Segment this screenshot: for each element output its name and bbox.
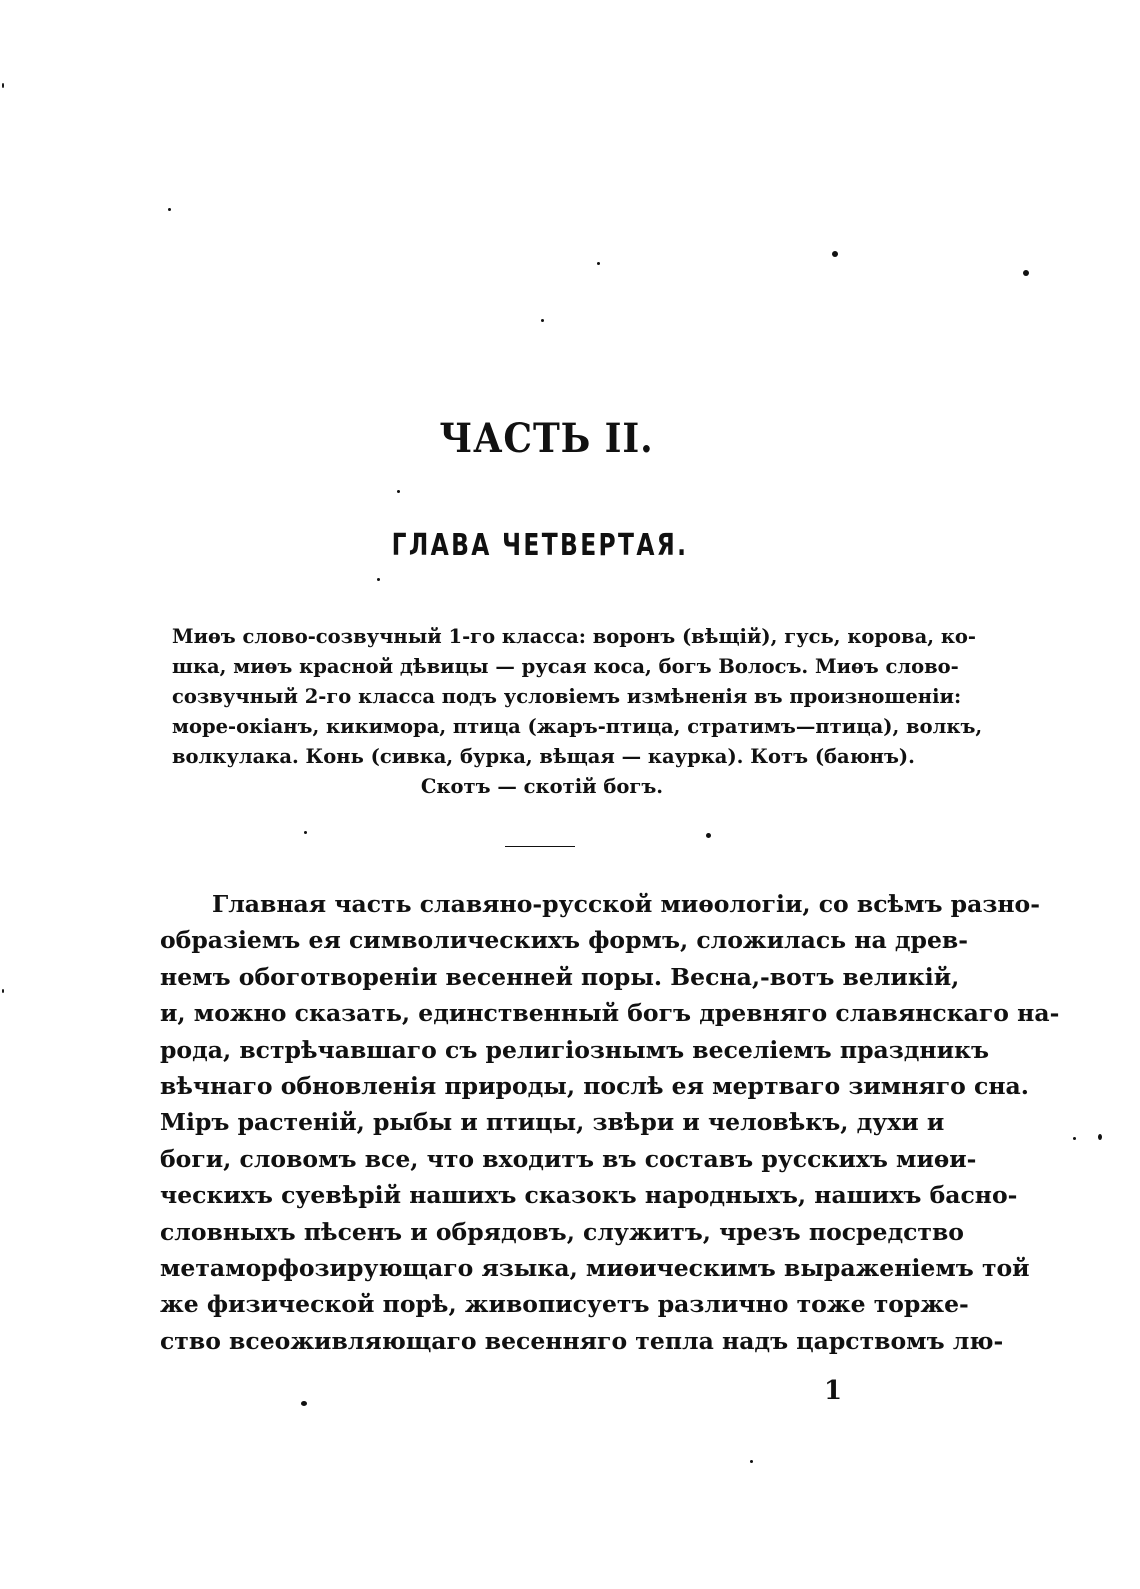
summary-line: волкулака. Конь (сивка, бурка, вѣщая — каурка). Котъ (баюнъ). — [172, 745, 915, 768]
scan-speck — [597, 262, 600, 265]
body-line: немъ обоготвореніи весенней поры. Весна,-вотъ великій, — [160, 962, 960, 991]
scan-speck — [706, 833, 711, 838]
summary-line: Миѳъ слово-созвучный 1-го класса: воронъ (вѣщій), гусь, корова, ко- — [172, 625, 977, 648]
body-line: боги, словомъ все, что входитъ въ составъ русскихъ миѳи- — [160, 1144, 977, 1173]
body-line: ческихъ суевѣрій нашихъ сказокъ народныхъ, нашихъ басно- — [160, 1181, 1018, 1210]
scan-speck — [1073, 1137, 1076, 1140]
summary-line: Скотъ — скотій богъ. — [420, 775, 664, 798]
scan-speck — [397, 490, 400, 493]
section-divider — [505, 846, 575, 847]
scan-speck — [750, 1460, 753, 1463]
summary-line: море-окіанъ, кикимора, птица (жаръ-птица, стратимъ—птица), волкъ, — [172, 715, 983, 738]
body-line: же физической порѣ, живописуетъ различно тоже торже- — [160, 1290, 969, 1319]
body-line: Міръ растеній, рыбы и птицы, звѣри и человѣкъ, духи и — [160, 1108, 945, 1137]
body-paragraph — [160, 886, 1060, 1359]
body-line: метаморфозирующаго языка, миѳическимъ выраженіемъ той — [160, 1254, 1030, 1283]
scan-speck — [168, 208, 171, 211]
summary-line: созвучный 2-го класса подъ условіемъ измѣненія въ произношеніи: — [172, 685, 962, 708]
body-line: вѣчнаго обновленія природы, послѣ ея мертваго зимняго сна. — [160, 1072, 1029, 1101]
body-line: образіемъ ея символическихъ формъ, сложилась на древ- — [160, 926, 969, 955]
chapter-title: ГЛАВА ЧЕТВЕРТАЯ. — [391, 528, 689, 563]
scan-speck — [832, 251, 838, 257]
scan-speck — [1098, 1134, 1102, 1140]
chapter-summary — [172, 622, 983, 802]
scan-speck — [1023, 270, 1029, 276]
body-line: рода, встрѣчавшаго съ религіознымъ веселіемъ праздникъ — [160, 1035, 990, 1064]
body-line: ство всеоживляющаго весенняго тепла надъ царствомъ лю- — [160, 1326, 1004, 1355]
scan-speck — [304, 831, 307, 834]
scan-speck — [541, 319, 544, 322]
part-title: ЧАСТЬ II. — [439, 415, 654, 462]
scan-speck — [2, 83, 4, 88]
scan-speck — [2, 989, 4, 993]
body-line: и, можно сказать, единственный богъ древняго славянскаго на- — [160, 999, 1060, 1028]
scan-speck — [301, 1401, 307, 1406]
summary-line: шка, миѳъ красной дѣвицы — русая коса, богъ Волосъ. Миѳъ слово- — [172, 655, 959, 678]
body-line: Главная часть славяно-русской миѳологіи, со всѣмъ разно- — [212, 890, 1040, 918]
body-line: словныхъ пѣсенъ и обрядовъ, служитъ, чрезъ посредство — [160, 1217, 964, 1246]
scan-speck — [377, 578, 380, 581]
page-number: 1 — [824, 1376, 843, 1406]
